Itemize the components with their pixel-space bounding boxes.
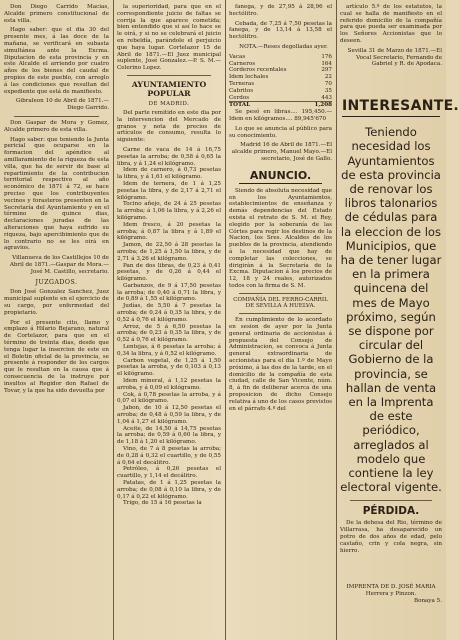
edict-body: Hago saber: que el dia 30 del presente mes, á las doce de la mañana, se verificará en subasta simultánea ante la Excma. Diputacion de esta provincia y en este Alcalde el arriendo por cuatro años de los bienes del caudal de propios de este pueblo, con arreglo á las condiciones que resultan del expediente que está de manifiesto. — [4, 27, 109, 95]
public-note: Lo que se anuncia al público para su conocimiento. — [229, 125, 332, 139]
list-item: Carbon vegetal, de 1,25 á 1,50 pesetas la arroba, y de 0,103 á 0,13 el kilógramo. — [117, 357, 221, 378]
table-cell-label: Idem lechales — [229, 74, 269, 81]
table-cell-value: 164 — [321, 60, 332, 67]
slaughter-note: NOTA.—Reses degolladas ayer. — [239, 43, 328, 50]
table-cell-label: Carneros — [229, 60, 256, 67]
company-signature: Sevilla 31 de Marzo de 1871.—El Vocal Secretario, Fernando de Gabriel y R. de Apodaca. — [347, 47, 442, 68]
total-value: 1,208 — [308, 102, 332, 109]
weight-note: Se pesó en libras.... 195,450.—Idem en kilógramos.... 89,945'670 — [229, 109, 332, 122]
section-title-anuncio: ANUNCIO. — [239, 169, 322, 184]
list-item: Vino, de 7 á 8 pesetas la arroba; de 0,28 á 0,32 el cuartillo, y de 0,55 á 0,64 el decálitro. — [117, 446, 221, 466]
section-title-interesante: INTERESANTE. — [342, 98, 440, 117]
list-item: Petróleo, á 0,26 pesetas el cuartillo, y 1,14 el decálitro. — [117, 466, 221, 480]
perdida-body: De la dehesa del Rio, término de Villarrasa, ha desaparecido un potro de dos años de edad, pelo castaño, crin y cola negra, sin hierro. — [340, 520, 442, 554]
company-title: COMPAÑÍA DEL FERRO-CARRIL DE SEVILLA Á HUELVA. — [233, 296, 328, 310]
list-item: Judías, de 5,50 á 7 pesetas la arroba; de 0,24 á 0,35 la libra, y de 0,52 á 0,76 el kilógramo. — [117, 303, 221, 323]
column-1 — [0, 0, 113, 640]
edict-signature: Gibraleon 10 de Abril de 1871.—Diego Garrido. — [15, 98, 109, 112]
list-item: Trigo, de 15 á 16 pesetas la — [123, 500, 202, 507]
column-4 — [336, 0, 459, 640]
list-item: Carne de vaca de 14 á 16,75 pesetas la arroba; de 0,58 á 0,65 la libra, y á 1,24 el kilógramo. — [117, 146, 221, 167]
separator — [239, 293, 322, 294]
separator — [239, 313, 322, 314]
table-cell-value: 22 — [324, 74, 332, 81]
court-body: Por el presente cito, llamo y emplazo á Hilario Bejarano, natural de Cortelazor, para que en el término de treinta dias, desde que tenga lugar la insercion de este en el Boletin oficial de la provincia, se presente á responder de los cargos que le resultan en la causa que á consecuencia de la instruye por insultos al Regidor don Rafael de Tovar, y la que ha sido devuelta por — [4, 319, 109, 394]
edict-header: Don Diego Carrido Macias, Alcalde primero constitucional de esta villa. — [4, 4, 109, 24]
table-cell-label: Cabritos — [229, 87, 254, 94]
company-body: En cumplimiento de lo acordado en sesion de ayer por la Junta general ordinaria de accionistas á propuesta del Consejo de Administracion, se convoca á Junta general extraordinaria de accionistas para el dia 1.º de Mayo próximo, á las dos de la tarde, en el domicilio de la compañía de esta ciudad, calle de San Vicente, núm. 8, á fin de deliberar acerca de una proposicion de dicho Consejo relativa á uno de los casos previstos en el párrafo 4.º del — [229, 317, 332, 412]
list-item: Idem mineral, á 1,12 pesetas la arroba, y á 0,09 el kilógramo. — [117, 378, 221, 391]
table-cell-value: 297 — [321, 67, 332, 74]
price-cebada: Cebada, de 7,25 á 7,50 pesetas la fanega, y de 13,14 á 13,58 el hectólitro. — [229, 20, 332, 41]
company-body-cont: artículo 5.º de los estatutos, la cual se halla de manifiesto en el referido domicilio de la compañía para que pueda ser examinada por los Señores Accionistas que lo deseen. — [340, 4, 442, 44]
list-item: Aceite, de 14,50 á 14,75 pesetas la arroba; de 0,59 á 0,60 la libra, y de 1,18 á 1,20 el kilógramo. — [117, 425, 221, 446]
edict-header: Don Gaspar de Mora y Gomez, Alcalde primero de esta villa. — [4, 119, 109, 133]
separator — [14, 116, 99, 117]
court-header: Don José Gonzalez Sanchez, Juez municipal suplente en el ejercicio de su cargo, por enfermedad del propietario. — [4, 289, 109, 316]
table-cell-value: 70 — [324, 80, 332, 87]
list-item: Idem de carnero, á 0,73 pesetas la libra, y á 1,61 el kilógramo. — [117, 167, 221, 181]
separator — [127, 75, 211, 76]
table-row — [229, 81, 332, 88]
list-item: Cok, á 0,78 pesetas la arroba, y á 0,07 el kilógramo. — [117, 391, 221, 405]
table-row — [229, 54, 332, 61]
list-item: Idem de ternera, de 1 á 1,25 pesetas la libra, y de 2,17 á 2,71 el kilógramo. — [117, 180, 221, 201]
list-item: Arroz, de 5 á 6,50 pesetas la arroba; de 0,23 á 0,35 la libra, y de 0,52 á 0,76 el kilógramo. — [117, 323, 221, 344]
price-list — [117, 147, 221, 507]
table-cell-label: Corderos recentales — [229, 67, 287, 74]
list-item: Lentejas, á 6 pesetas la arroba; á 0,34 la libra, y á 0,52 el kilógramo. — [117, 344, 221, 357]
list-item: Garbanzos, de 9 á 17,50 pesetas la arroba; de 0,40 á 0,71 la libra, y de 0,89 á 1,55 el kilógramo. — [117, 282, 221, 303]
price-cont: fanega, y de 27,95 á 28,96 el hectólitro. — [229, 4, 332, 17]
table-cell-label: Terneras — [229, 80, 255, 87]
price-intro: Del parte remitido en este dia por la intervencion del Mercado de granos y nota de precios de artículos de consumo, resulta lo siguiente: — [117, 109, 221, 144]
edict-signature: Villanueva de los Castillejos 10 de Abril de 1871.—Gaspar de Mora.—José M. Castillo, secretario. — [9, 255, 109, 275]
printer-address: Bonaya 5. — [413, 598, 442, 605]
separator — [350, 500, 432, 501]
section-title-perdida: PÉRDIDA. — [362, 505, 420, 518]
table-row — [229, 61, 332, 68]
total-label: TOTAL — [229, 102, 308, 109]
table-row — [229, 67, 332, 74]
madrid-signature: Madrid 16 de Abril de 1871.—El alcalde primero, Manuel Mayo.—El secretario, José de Gallo. — [231, 142, 332, 162]
interesante-body: Teniendo necesidad los Ayuntamientos de esta provincia de renovar los libros talonarios de cédulas para la eleccion de los Municipios, que ha de tener lugar en la primera quincena del mes de Mayo próximo, según se dispone por circular del Gobierno de la provincia, se hallan de venta en la Imprenta de este periódico, arreglados al modelo que contiene la ley electoral vigente. — [340, 125, 442, 495]
column-2 — [113, 0, 225, 640]
printer-credit: IMPRENTA DE D. JOSÉ MARIA Herrera y Pinzon. — [346, 584, 436, 598]
section-title-juzgados: JUZGADOS. — [35, 279, 78, 287]
list-item: Idem fresco, á 20 pesetas la arroba; á 0,87 la libra y á 1,89 el kilógramo. — [117, 221, 221, 242]
list-item: Tocino añejo, de 24 á 25 pesetas la arroba; á 1,06 la libra, y á 2,26 el kilógramo. — [117, 201, 221, 221]
table-row — [229, 95, 332, 102]
table-cell-value: 443 — [321, 94, 332, 101]
list-item: Jabon, de 10 á 12,50 pesetas el arroba; de 0,48 á 0,59 la libra, y de 1,04 á 1,27 el kilógramo. — [117, 405, 221, 425]
column-3 — [225, 0, 336, 640]
table-row — [229, 74, 332, 81]
section-title-ayuntamiento: AYUNTAMIENTO POPULAR — [131, 79, 207, 98]
list-item: Pan de dos libras, de 0,23 á 0,41 pesetas, y de 0,26 á 0,44 el kilógramo. — [117, 262, 221, 283]
anuncio-body: Siendo de absoluta necesidad que en los Ayuntamientos, establecimientos de enseñanza y demás dependencias del Estado exista el retrato de S. M. el Rey, elegido por la soberanía de las Córtes para regir los destinos de la Nacion, los Sres. Alcaldes de los pueblos de la provincia, atendiendo á la necesidad que hay de completar las colecciones, se dirigirán á la Secretaría de la Excma. Diputacion á los precios de 12, 18 y 24 reales, autorizados todos con la firma de S. M. — [229, 187, 332, 289]
list-item: Patatas, de 1 á 1,25 pesetas la arroba; de 0,08 á 0,10 la libra, y de 0,17 á 0,22 el kilógramo. — [117, 480, 221, 500]
court-body-cont: la superioridad, para que en el correspondiente juicio de faltas se corrija la que aparece cometida; bien entendido que si así lo hace se le oirá, y si no se celebrará el juicio en rebeldía, parándole el perjuicio que haya lugar. Cortelazor 15 de Abril de 1871.—El Juez municipal suplente, José Gonzalez.—P. S. M.—Celerino Lopez. — [117, 4, 221, 72]
table-cell-value: 176 — [321, 53, 332, 60]
table-row — [229, 88, 332, 95]
slaughter-table — [229, 54, 332, 109]
table-cell-label: Vacas — [229, 53, 246, 60]
edict-body: Hago saber: que teniendo la Junta pericial que ocuparse en la formacion del apéndice al amillaramiento de la riqueza de esta villa, que ha de servir de base al repartimiento de la contribucion territorial respectivo al año económico de 1871 á 72, se hace preciso que los contribuyentes vecinos y forasteros presenten en la Secretaría del Ayuntamiento y en el término de quince dias, declaraciones juradas de las alteraciones que haya sufrido su riqueza, bajo apercibimiento que de lo contrario no se les oirá en agravios. — [4, 136, 109, 252]
table-cell-label: Cerdos — [229, 94, 250, 101]
section-subtitle: DE MADRID. — [148, 100, 190, 107]
table-cell-value: 35 — [324, 87, 332, 94]
list-item: Jamon, de 22,50 á 28 pesetas la arroba; de 1,25 á 1,50 la libra, y de 2,71 á 3,26 el kilógramo. — [117, 242, 221, 262]
